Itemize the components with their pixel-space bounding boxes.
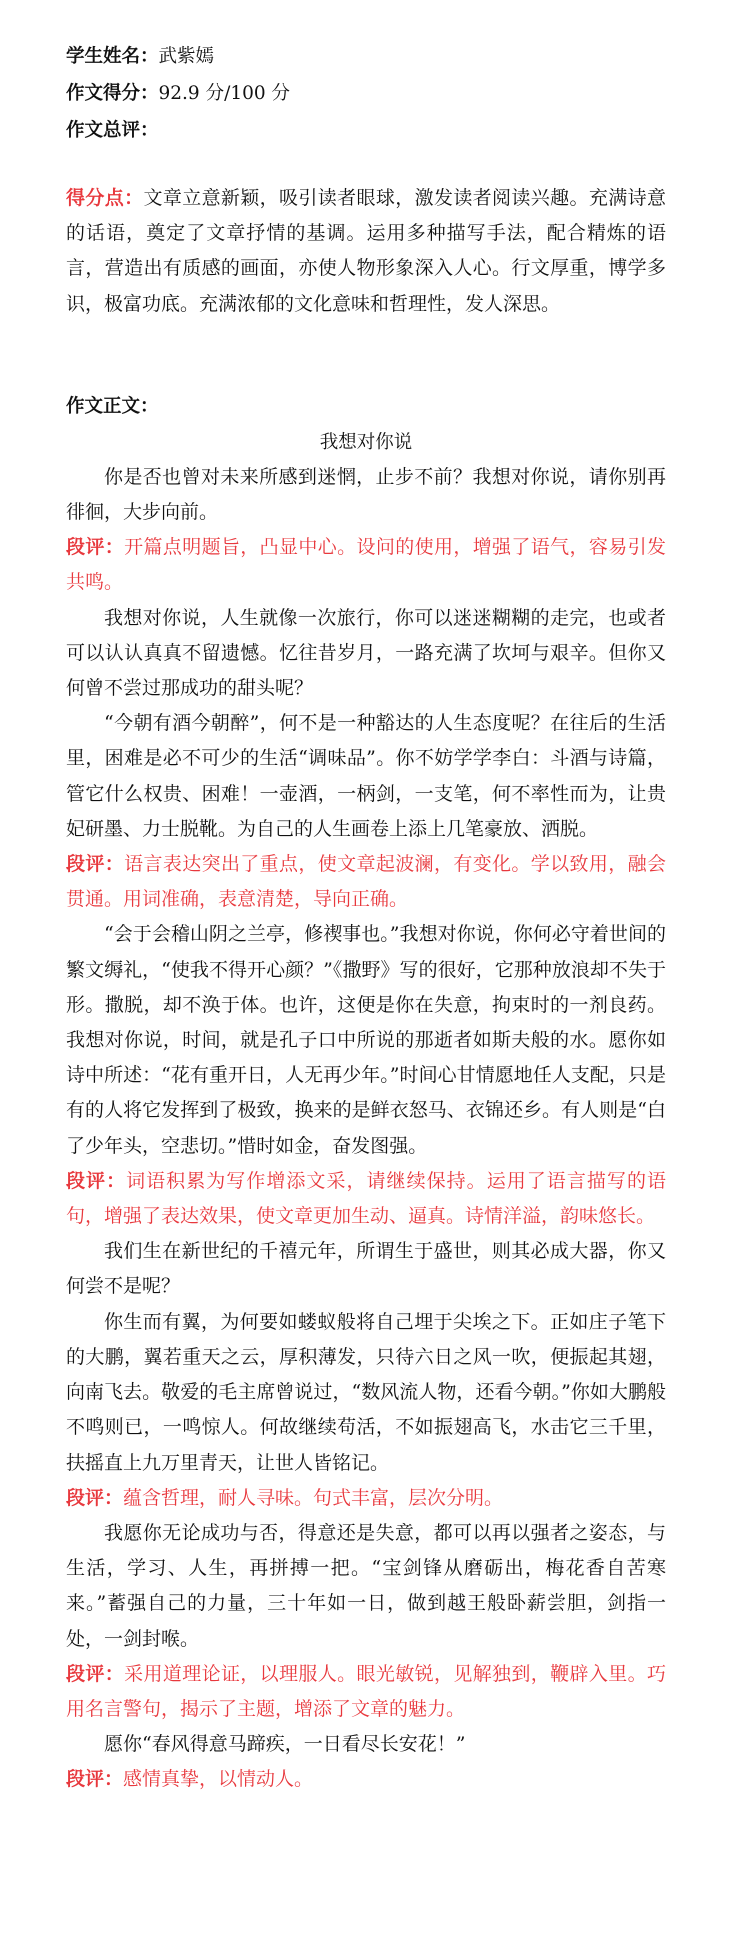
paragraph-comment: 段评：开篇点明题旨，凸显中心。设问的使用，增强了语气，容易引发共鸣。 (66, 536, 666, 594)
summary-paragraph (66, 181, 666, 322)
essay-paragraph: 你生而有翼，为何要如蝼蚁般将自己埋于尖埃之下。正如庄子笔下的大鹏，翼若重天之云，厚积薄发，只待六日之风一吹，便振起其翅，向南飞去。敬爱的毛主席曾说过，“数风流人物，还看今朝。”你如大鹏般不鸣则已，一鸣惊人。何故继续苟活，不如振翅高飞，水击它三千里，扶摇直上九万里青天，让世人皆铭记。 (66, 1310, 666, 1474)
essay-paragraph: 我愿你无论成功与否，得意还是失意，都可以再以强者之姿态，与生活，学习、人生，再拼搏一把。“宝剑锋从磨砺出，梅花香自苦寒来。”蓄强自己的力量，三十年如一日，做到越王般卧薪尝胆，剑指一处，一剑封喉。 (66, 1521, 666, 1650)
paragraph-comment: 段评：语言表达突出了重点，使文章起波澜，有变化。学以致用，融会贯通。用词准确，表意清楚，导向正确。 (66, 853, 666, 911)
paragraph-comment: 段评：采用道理论证，以理服人。眼光敏锐，见解独到，鞭辟入里。巧用名言警句，揭示了主题，增添了文章的魅力。 (66, 1662, 666, 1720)
student-name-label: 学生姓名： (66, 46, 159, 67)
paragraph-comment: 段评：蕴含哲理，耐人寻味。句式丰富，层次分明。 (66, 1486, 504, 1509)
paragraph-comment: 段评：感情真挚，以情动人。 (66, 1768, 314, 1791)
essay-paragraph: “今朝有酒今朝醉”，何不是一种豁达的人生态度呢？在往后的生活里，困难是必不可少的生活“调味品”。你不妨学学李白：斗酒与诗篇，管它什么权贵、困难！一壶酒，一柄剑，一支笔，何不率性而为，让贵妃研墨、力士脱靴。为自己的人生画卷上添上几笔豪放、洒脱。 (66, 712, 666, 840)
essay-paragraph: 你是否也曾对未来所感到迷惘，止步不前？我想对你说，请你别再徘徊，大步向前。 (66, 465, 666, 524)
essay-paragraph: 我想对你说，人生就像一次旅行，你可以迷迷糊糊的走完，也或者可以认认真真不留遗憾。忆往昔岁月，一路充满了坎坷与艰辛。但你又何曾不尝过那成功的甜头呢？ (66, 606, 666, 700)
student-name-line (66, 38, 666, 75)
essay-paragraph: 我们生在新世纪的千禧元年，所谓生于盛世，则其必成大器，你又何尝不是呢？ (66, 1240, 666, 1298)
paragraph-comment: 段评：词语积累为写作增添文采，请继续保持。运用了语言描写的语句，增强了表达效果，使文章更加生动、逼真。诗情洋溢，韵味悠长。 (66, 1169, 666, 1228)
essay-title: 我想对你说 (319, 431, 413, 453)
essay-document (66, 38, 666, 1798)
essay-paragraph: 愿你“春风得意马蹄疾，一日看尽长安花！” (104, 1733, 466, 1756)
summary-label: 得分点： (66, 187, 144, 209)
score-line (66, 75, 666, 112)
essay-paragraph: “会于会稽山阴之兰亭，修禊事也。”我想对你说，你何必守着世间的繁文缛礼，“使我不得开心颜？”《撒野》写的很好，它那种放浪却不失于形。撒脱，却不涣于体。也许，这便是你在失意，拘束时的一剂良药。我想对你说，时间，就是孔子口中所说的那逝者如斯夫般的水。愿你如诗中所述：“花有重开日，人无再少年。”时间心甘情愿地任人支配，只是有的人将它发挥到了极致，换来的是鲜衣怒马、衣锦还乡。有人则是“白了少年头，空悲切。”惜时如金，奋发图强。 (66, 923, 666, 1157)
student-name-value: 武紫嫣 (158, 46, 215, 67)
score-value: 92.9 分/100 分 (158, 83, 291, 104)
overall-review-heading: 作文总评： (66, 120, 159, 141)
summary-text: 文章立意新颖，吸引读者眼球，激发读者阅读兴趣。充满诗意的话语，奠定了文章抒情的基调。运用多种描写手法，配合精炼的语言，营造出有质感的画面，亦使人物形象深入人心。行文厚重，博学多识，极富功底。充满浓郁的文化意味和哲理性，发人深思。 (66, 187, 666, 315)
essay-section-heading: 作文正文： (66, 395, 159, 417)
score-label: 作文得分： (66, 83, 159, 104)
